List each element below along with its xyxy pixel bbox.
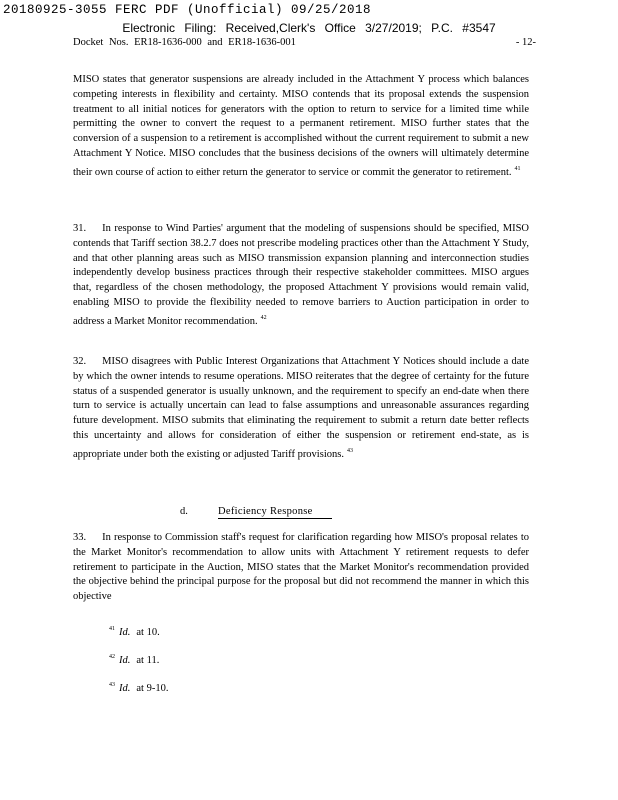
ferc-pdf-stamp: 20180925-3055 FERC PDF (Unofficial) 09/25/2018 [3,3,372,17]
docket-label: Docket Nos. ER18-1636-000 and ER18-1636-001 [73,37,296,48]
footnote-text: at 11. [136,655,160,666]
footnote-42 [109,654,159,666]
footnote-number: 42 [109,654,115,660]
footnote-marker: 41 [514,165,521,172]
footnote-text: at 10. [136,627,160,638]
footnote-marker: 42 [260,314,267,321]
footnote-ref: Id. [119,683,131,694]
footnote-number: 43 [109,682,115,688]
paragraph-text: MISO disagrees with Public Interest Organizations that Attachment Y Notices should include a date by which the owner intends to resume operations. MISO reiterates that the degree of certainty for the future status of a suspended generator is usually unknown, and the requirement to specify an end-date when there turn to service is actually uncertain can lead to false assumptions and unreasonable assurances regarding future development. MISO submits that eliminating the requirement to submit a return date better reflects this uncertainty and allows for consideration of either the suspension or retirement end-state, as is appropriate under both the existing or adjusted Tariff provisions. [73,356,529,460]
paragraph-31 [73,222,529,330]
paragraph-number: 32. [73,356,87,367]
footnote-ref: Id. [119,655,131,666]
footnote-43 [109,682,168,694]
footnote-number: 41 [109,626,115,632]
footnote-41 [109,626,160,638]
docket-line [73,37,536,48]
paragraph-continued [73,73,529,181]
footnote-marker: 43 [346,447,353,454]
paragraph-text: In response to Wind Parties' argument that the modeling of suspensions should be specified, MISO contends that Tariff section 38.2.7 does not prescribe modeling practices other than the Attachment Y Study, and that other planning areas such as MISO transmission expansion planning and interconnection studies independently develop business practices through their respective stakeholder committees. MISO argues that, regardless of the chosen methodology, the proposed Attachment Y provisions would remain valid, enabling MISO to provide the flexibility needed to remove barriers to Auction participation in order to address a Market Monitor recommendation. [73,223,529,327]
paragraph-number: 31. [73,223,87,234]
page-number: - 12- [515,37,536,48]
section-heading [180,506,332,519]
electronic-filing-header: Electronic Filing: Received,Clerk's Office 3/27/2019; P.C. #3547 [122,21,496,35]
paragraph-33 [73,531,529,605]
paragraph-text: MISO states that generator suspensions are already included in the Attachment Y process which balances competing interests in flexibility and certainty. MISO contends that its proposal extends the suspension treatment to all initial notices for generators with the option to return to service for a limited time while permitting the owner to convert the request to a permanent retirement. MISO further states that the conversion of a suspension to a retirement is accomplished without the current requirement to submit a new Attachment Y Notice. MISO concludes that the business decisions of the owners will ultimately determine their own course of action to either return the generator to service or commit the generator to retirement. [73,74,529,178]
section-letter: d. [180,506,188,517]
paragraph-32 [73,355,529,463]
footnote-ref: Id. [119,627,131,638]
section-title: Deficiency Response [218,506,332,519]
paragraph-text: In response to Commission staff's request for clarification regarding how MISO's proposal relates to the Market Monitor's recommendation to allow units with Attachment Y retirement requests to defer retirement to participate in the Auction, MISO states that the Market Monitor's recommendation provided the objective behind the principal purpose for the proposal but did not recommend the manner in which this objective [73,532,529,603]
paragraph-number: 33. [73,532,87,543]
footnote-text: at 9-10. [136,683,169,694]
